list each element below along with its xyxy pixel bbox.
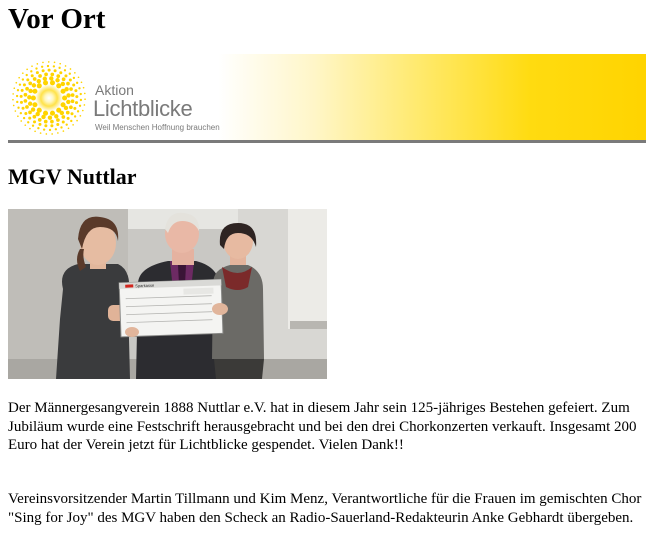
sun-ray-dot bbox=[30, 70, 32, 72]
sun-ray-dot bbox=[38, 118, 42, 122]
sun-ray-dot bbox=[20, 112, 22, 114]
sun-ray-dot bbox=[70, 120, 72, 122]
sun-ray-dot bbox=[69, 79, 72, 82]
sun-ray-dot bbox=[20, 95, 23, 98]
sun-ray-dot bbox=[73, 107, 76, 110]
sun-ray-dot bbox=[42, 62, 44, 64]
sun-ray-dot bbox=[24, 124, 26, 126]
sun-ray-dot bbox=[28, 89, 32, 93]
sun-ray-dot bbox=[76, 82, 78, 84]
sun-ray-dot bbox=[28, 102, 32, 106]
sun-ray-dot bbox=[64, 106, 68, 110]
sun-ray-dot bbox=[80, 93, 82, 95]
sun-ray-dot bbox=[35, 112, 39, 116]
sun-ray-dot bbox=[26, 68, 28, 70]
sun-ray-dot bbox=[38, 123, 41, 126]
sun-ray-dot bbox=[23, 83, 26, 86]
sun-ray-dot bbox=[69, 105, 73, 109]
sun-ray-dot bbox=[61, 82, 65, 86]
sun-ray-dot bbox=[24, 99, 28, 103]
sun-ray-dot bbox=[33, 120, 36, 123]
sun-ray-dot bbox=[42, 69, 45, 72]
sun-ray-dot bbox=[74, 115, 76, 117]
sun-ray-dot bbox=[81, 81, 83, 83]
sun-ray-dot bbox=[50, 73, 54, 77]
sun-ray-dot bbox=[58, 67, 60, 69]
sun-ray-dot bbox=[84, 98, 86, 100]
sun-ray-dot bbox=[56, 74, 60, 78]
sun-ray-dot bbox=[37, 127, 39, 129]
sun-ray-dot bbox=[41, 66, 43, 68]
sun-ray-dot bbox=[18, 77, 20, 79]
sun-ray-dot bbox=[32, 83, 36, 87]
sun-ray-dot bbox=[27, 95, 31, 99]
sun-ray-dot bbox=[84, 104, 86, 106]
sun-ray-dot bbox=[71, 93, 75, 97]
article-photo bbox=[8, 209, 327, 379]
sun-ray-dot bbox=[79, 105, 81, 107]
sun-ray-dot bbox=[12, 99, 14, 101]
sun-ray-dot bbox=[23, 117, 25, 119]
sun-ray-dot bbox=[84, 93, 86, 95]
sun-ray-dot bbox=[22, 107, 25, 110]
sun-ray-dot bbox=[17, 115, 19, 117]
article-paragraph: Vereinsvorsitzender Martin Tillmann und Kim Menz, Verantwortliche für die Frauen im gemischten Chor "Sing for Joy" des MGV haben den Scheck an Radio-Sauerland-Redakteurin Anke Gebhardt übergeben. bbox=[8, 491, 642, 526]
sun-ray-dot bbox=[50, 120, 54, 124]
sun-ray-dot bbox=[53, 65, 55, 67]
logo-lichtblicke-wordmark: Lichtblicke bbox=[93, 96, 193, 121]
sun-ray-dot bbox=[62, 77, 66, 81]
sun-ray-dot bbox=[75, 101, 78, 104]
sun-ray-dot bbox=[17, 89, 19, 91]
sun-ray-dot bbox=[51, 133, 53, 135]
sun-ray-dot bbox=[70, 68, 72, 70]
sun-ray-dot bbox=[62, 95, 67, 100]
sun-ray-dot bbox=[16, 95, 18, 97]
sun-ray-dot bbox=[54, 69, 57, 72]
sun-ray-dot bbox=[74, 72, 76, 74]
sun-ray-dot bbox=[69, 87, 73, 91]
sun-ray-dot bbox=[64, 87, 68, 91]
sun-ray-dot bbox=[13, 105, 15, 107]
sun-ray-dot bbox=[28, 110, 32, 114]
sun-ray-dot bbox=[44, 120, 48, 124]
sun-ray-dot bbox=[12, 93, 14, 95]
sun-ray-dot bbox=[71, 99, 75, 103]
sun-ray-dot bbox=[66, 93, 70, 97]
sun-ray-dot bbox=[60, 126, 62, 128]
sun-ray-dot bbox=[82, 110, 84, 112]
sun-ray-dot bbox=[35, 67, 37, 69]
sun-ray-dot bbox=[68, 128, 70, 130]
sun-ray-dot bbox=[61, 115, 65, 119]
sun-ray-dot bbox=[80, 99, 82, 101]
sun-ray-dot bbox=[38, 74, 42, 78]
sun-ray-dot bbox=[26, 74, 28, 76]
sun-ray-dot bbox=[25, 87, 29, 91]
sun-ray-dot bbox=[37, 63, 39, 65]
sun-ray-dot bbox=[56, 118, 60, 122]
sun-ray-dot bbox=[48, 61, 50, 63]
sun-ray-dot bbox=[41, 115, 45, 119]
sun-ray-dot bbox=[43, 128, 45, 130]
page-title: Vor Ort bbox=[8, 3, 106, 35]
sun-ray-dot bbox=[72, 84, 75, 87]
sun-ray-dot bbox=[25, 105, 29, 109]
sun-ray-dot bbox=[60, 111, 64, 115]
sun-ray-dot bbox=[20, 101, 23, 104]
sun-ray-dot bbox=[55, 78, 59, 82]
sun-ray-dot bbox=[50, 124, 53, 127]
sun-ray-dot bbox=[31, 95, 36, 100]
sun-ray-dot bbox=[44, 73, 48, 77]
photo-icon bbox=[8, 209, 327, 379]
sun-ray-dot bbox=[28, 82, 32, 86]
sun-ray-dot bbox=[59, 71, 62, 74]
sun-ray-dot bbox=[78, 87, 80, 89]
sun-ray-dot bbox=[66, 82, 70, 86]
sun-ray-dot bbox=[22, 72, 24, 74]
sun-ray-dot bbox=[31, 74, 34, 77]
sun-ray-dot bbox=[40, 132, 42, 134]
sun-ray-dot bbox=[31, 65, 33, 67]
sun-ray-dot bbox=[62, 120, 65, 123]
sun-ray-dot bbox=[28, 117, 31, 120]
sun-ray-dot bbox=[57, 132, 59, 134]
sun-ray-dot bbox=[32, 125, 34, 127]
sun-ray-dot bbox=[66, 111, 70, 115]
sun-ray-dot bbox=[20, 120, 22, 122]
sun-ray-dot bbox=[26, 78, 29, 81]
sun-ray-dot bbox=[43, 77, 47, 81]
sun-ray-dot bbox=[64, 69, 66, 71]
sun-ray-dot bbox=[46, 133, 48, 135]
sun-ray-dot bbox=[55, 128, 57, 130]
sun-ray-dot bbox=[48, 69, 51, 72]
sun-ray-dot bbox=[54, 114, 58, 118]
sun-ray-dot bbox=[44, 124, 47, 127]
sun-ray-dot bbox=[27, 121, 29, 123]
sun-ray-dot bbox=[34, 130, 36, 132]
sun-ray-dot bbox=[47, 65, 49, 67]
sun-ray-dot bbox=[15, 82, 17, 84]
sun-ray-dot bbox=[72, 124, 74, 126]
sun-ray-dot bbox=[31, 107, 35, 111]
sun-ray-dot bbox=[66, 123, 68, 125]
sun-ray-dot bbox=[59, 63, 61, 65]
sun-ray-dot bbox=[83, 87, 85, 89]
sun-ray-dot bbox=[76, 120, 78, 122]
sun-ray-dot bbox=[24, 93, 28, 97]
sun-ray-dot bbox=[56, 123, 59, 126]
sun-ray-dot bbox=[63, 130, 65, 132]
sun-ray-dot bbox=[74, 89, 77, 92]
logo-aktion-label: Aktion bbox=[95, 82, 134, 98]
sun-ray-dot bbox=[54, 62, 56, 64]
sun-ray-dot bbox=[80, 115, 82, 117]
sun-ray-dot bbox=[73, 77, 75, 79]
sun-ray-dot bbox=[65, 65, 67, 67]
sun-ray-dot bbox=[64, 74, 67, 77]
sun-ray-dot bbox=[75, 95, 78, 98]
cheque-bank-label: Sparkasse bbox=[135, 282, 155, 289]
sun-ray-dot bbox=[33, 77, 37, 81]
sun-ray-dot bbox=[33, 115, 37, 119]
article-title: MGV Nuttlar bbox=[8, 164, 137, 189]
sun-ray-dot bbox=[69, 73, 71, 75]
sun-ray-dot bbox=[24, 112, 27, 115]
article-paragraph: Der Männergesangverein 1888 Nuttlar e.V. hat in diesem Jahr sein 125-jähriges Bestehen gefeiert. Zum Jubiläum wurde eine Festschrift herausgebracht und bei den drei Chorkonzerten verkauft. Insgesamt 200 Euro hat der Verein jetzt für Lichtblicke gespendet. Vielen Dank!! bbox=[8, 400, 637, 453]
sun-ray-dot bbox=[29, 128, 31, 130]
sun-ray-dot bbox=[70, 112, 73, 115]
sun-ray-dot bbox=[37, 79, 41, 83]
logo-tagline: Weil Menschen Hoffnung brauchen bbox=[95, 123, 220, 132]
sun-ray-dot bbox=[49, 129, 51, 131]
sun-ray-dot bbox=[15, 110, 17, 112]
sun-ray-dot bbox=[49, 76, 53, 80]
sun-ray-dot bbox=[17, 107, 19, 109]
sun-ray-dot bbox=[48, 115, 52, 119]
sun-ray-dot bbox=[36, 71, 39, 74]
sun-ray-dot bbox=[22, 78, 24, 80]
sun-logo-icon bbox=[10, 59, 88, 137]
sun-ray-dot bbox=[66, 100, 70, 104]
sun-ray-dot bbox=[13, 87, 15, 89]
sun-ray-dot bbox=[16, 101, 18, 103]
sun-ray-dot bbox=[78, 76, 80, 78]
sun-ray-dot bbox=[21, 89, 24, 92]
lichtblicke-banner bbox=[8, 54, 646, 143]
sun-ray-dot bbox=[67, 117, 70, 120]
sun-ray-dot bbox=[19, 83, 21, 85]
sun-ray-dot bbox=[77, 110, 79, 112]
